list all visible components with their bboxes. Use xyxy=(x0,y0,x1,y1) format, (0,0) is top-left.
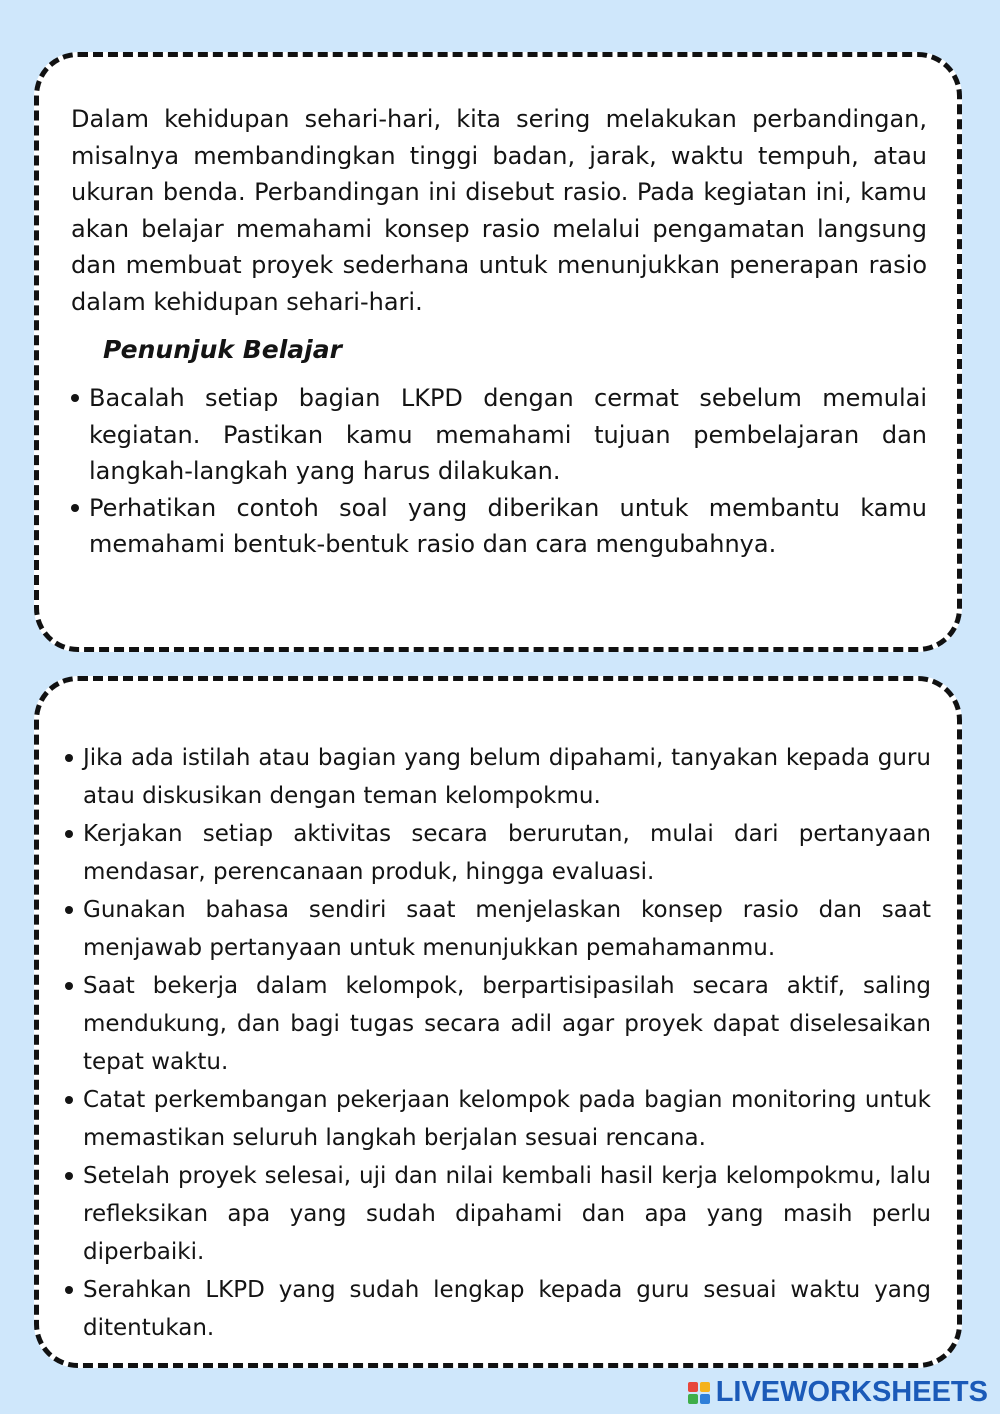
instructions-list-part1 xyxy=(71,380,927,563)
list-item: Gunakan bahasa sendiri saat menjelaskan konsep rasio dan saat menjawab pertanyaan untuk menunjukkan pemahamanmu. xyxy=(65,891,931,967)
list-item: Bacalah setiap bagian LKPD dengan cermat sebelum memulai kegiatan. Pastikan kamu memahami tujuan pembelajaran dan langkah-langkah yang harus dilakukan. xyxy=(71,380,927,490)
list-item: Setelah proyek selesai, uji dan nilai kembali hasil kerja kelompokmu, lalu refleksikan apa yang sudah dipahami dan apa yang masih perlu diperbaiki. xyxy=(65,1157,931,1271)
list-item: Saat bekerja dalam kelompok, berpartisipasilah secara aktif, saling mendukung, dan bagi tugas secara adil agar proyek dapat diselesaikan tepat waktu. xyxy=(65,967,931,1081)
list-item: Catat perkembangan pekerjaan kelompok pada bagian monitoring untuk memastikan seluruh langkah berjalan sesuai rencana. xyxy=(65,1081,931,1157)
instructions-list-part2 xyxy=(65,739,931,1347)
logo-tile xyxy=(700,1394,710,1404)
liveworksheets-logo-icon xyxy=(688,1382,710,1404)
intro-paragraph: Dalam kehidupan sehari-hari, kita sering melakukan perbandingan, misalnya membandingkan tinggi badan, jarak, waktu tempuh, atau ukuran benda. Perbandingan ini disebut rasio. Pada kegiatan ini, kamu akan belajar memahami konsep rasio melalui pengamatan langsung dan membuat proyek sederhana untuk menunjukkan penerapan rasio dalam kehidupan sehari-hari. xyxy=(71,105,927,316)
list-item: Perhatikan contoh soal yang diberikan untuk membantu kamu memahami bentuk-bentuk rasio dan cara mengubahnya. xyxy=(71,490,927,563)
logo-tile xyxy=(700,1382,710,1392)
brand-name: LIVEWORKSHEETS xyxy=(715,1376,988,1408)
instructions-heading: Penunjuk Belajar xyxy=(103,335,342,364)
logo-tile xyxy=(688,1394,698,1404)
list-item: Kerjakan setiap aktivitas secara berurutan, mulai dari pertanyaan mendasar, perencanaan produk, hingga evaluasi. xyxy=(65,815,931,891)
list-item: Jika ada istilah atau bagian yang belum dipahami, tanyakan kepada guru atau diskusikan dengan teman kelompokmu. xyxy=(65,739,931,815)
intro-card xyxy=(34,52,962,652)
list-item: Serahkan LKPD yang sudah lengkap kepada guru sesuai waktu yang ditentukan. xyxy=(65,1271,931,1347)
liveworksheets-brand[interactable] xyxy=(688,1376,988,1409)
logo-tile xyxy=(688,1382,698,1392)
instructions-card xyxy=(34,676,962,1368)
